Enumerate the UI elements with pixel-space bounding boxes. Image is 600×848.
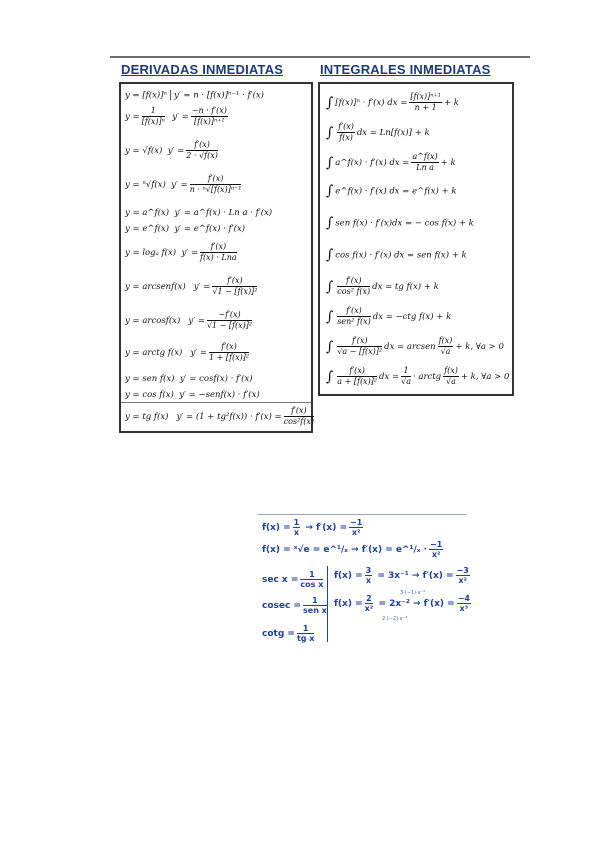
handwritten-line-cosec — [262, 596, 329, 615]
integral-row-exponential-e — [326, 183, 457, 199]
integral-sign-icon: ∫ — [326, 338, 334, 355]
fraction-denominator: x³ — [459, 604, 469, 613]
handwritten-line-two-over-x-squared — [334, 594, 473, 613]
derivative-function: y = arcsenf(x) — [125, 282, 186, 292]
derivative-result: y′ = −senf(x) · f′(x) — [179, 390, 260, 400]
handwritten-line-sec — [262, 570, 325, 589]
derivative-result: y′ = — [190, 348, 208, 358]
derivative-result: y′ = cosf(x) · f′(x) — [179, 374, 253, 384]
integral-sign-icon: ∫ — [326, 154, 334, 171]
integral-sign-icon: ∫ — [326, 308, 334, 325]
derivative-result: y′ = — [167, 146, 185, 156]
fraction-numerator: 2 — [366, 594, 372, 603]
derivative-function: y = [f(x)]ⁿ — [125, 90, 167, 101]
fraction-denominator: [f(x)]ⁿ — [141, 117, 165, 126]
fraction-denominator: sen x — [303, 606, 327, 615]
derivative-row-power — [125, 90, 264, 101]
fraction-numerator: −n · f′(x) — [191, 106, 227, 115]
derivative-function: y = arctg f(x) — [125, 348, 183, 358]
fraction-numerator: −1 — [430, 540, 443, 549]
handwritten-text: cosec = — [262, 601, 301, 611]
notes-top-rule — [258, 514, 466, 515]
fraction-denominator: √1 − [f(x)]² — [206, 321, 253, 330]
derivative-function: y = e^f(x) — [125, 224, 170, 234]
fraction-numerator: 1 — [293, 518, 300, 527]
handwritten-text: = 2x⁻² → f′(x) = — [378, 599, 455, 609]
integrals-heading: INTEGRALES INMEDIATAS — [320, 62, 491, 77]
fraction-denominator: 1 + [f(x)]² — [209, 353, 250, 362]
derivative-row-nth-root — [125, 174, 243, 195]
derivative-function: y = a^f(x) — [125, 208, 170, 218]
derivative-result: y′ = (1 + tg²f(x)) · f′(x) = — [176, 412, 282, 422]
fraction-numerator: f(x) — [438, 336, 453, 345]
fraction-denominator: 2 · √f(x) — [186, 151, 218, 160]
derivative-row-tangent — [121, 402, 314, 427]
top-rule — [110, 56, 530, 58]
fraction-denominator: x — [365, 576, 371, 585]
integrals-table — [318, 82, 514, 396]
derivative-function: y = √f(x) — [125, 146, 163, 156]
handwritten-text: f(x) = — [334, 599, 363, 609]
derivative-result: y′ = — [193, 282, 211, 292]
integral-expression: a^f(x) · f′(x) dx = — [335, 158, 410, 168]
fraction-denominator: sen² f(x) — [337, 317, 371, 326]
handwritten-text: = 3x⁻¹ → f′(x) = — [377, 571, 454, 581]
fraction-numerator: f(x) — [444, 366, 458, 375]
handwritten-note: 2·(−2)·x⁻³ — [382, 616, 408, 622]
derivative-row-arcsin — [125, 276, 259, 297]
fraction-numerator: −1 — [350, 518, 363, 527]
integral-row-cosine — [326, 247, 467, 263]
handwritten-text: f(x) = — [262, 523, 291, 533]
derivatives-table — [119, 82, 313, 433]
handwritten-text: → f′(x) = — [305, 523, 348, 533]
integral-expression-tail: dx = −ctg f(x) + k — [372, 312, 452, 322]
handwritten-text: sec x = — [262, 575, 299, 585]
integral-row-exponential-a — [326, 152, 456, 173]
fraction-denominator: √a — [440, 347, 451, 356]
separator — [170, 90, 171, 100]
fraction-denominator: √a — [446, 377, 456, 386]
fraction-denominator: x — [293, 528, 299, 537]
derivative-function: y = sen f(x) — [125, 374, 175, 384]
integral-expression-tail: + k — [443, 98, 459, 108]
fraction-denominator: n · ⁿ√[f(x)]ⁿ⁻¹ — [189, 185, 242, 194]
fraction-denominator: x² — [351, 528, 361, 537]
derivative-result: y′ = n · [f(x)]ⁿ⁻¹ · f′(x) — [173, 90, 264, 101]
fraction-denominator: √1 − [f(x)]² — [212, 287, 258, 296]
integral-expression-tail: dx = tg f(x) + k — [372, 282, 439, 292]
fraction-denominator: cos x — [300, 580, 324, 589]
derivative-function: y = — [125, 112, 140, 122]
fraction-numerator: f′(x) — [190, 174, 242, 185]
fraction-denominator: a + [f(x)]² — [337, 377, 378, 386]
integral-sign-icon: ∫ — [326, 124, 334, 141]
integral-sign-icon: ∫ — [326, 183, 334, 199]
integral-sign-icon: ∫ — [326, 368, 334, 385]
handwritten-text: cotg = — [262, 629, 295, 639]
fraction-numerator: f′(x) — [212, 276, 257, 287]
fraction-numerator: 1 — [297, 624, 315, 634]
fraction-denominator: tg x — [296, 634, 315, 643]
fraction-denominator: f(x) — [339, 133, 353, 142]
fraction-numerator: 1 — [303, 596, 327, 606]
integral-expression-tail: dx = — [379, 372, 400, 382]
fraction-denominator: x² — [431, 550, 441, 559]
derivative-function: y = arcosf(x) — [125, 316, 181, 326]
integral-row-power — [326, 92, 459, 113]
integral-expression: sen f(x) · f′(x)dx = − cos f(x) + k — [335, 218, 474, 229]
fraction-numerator: a^f(x) — [412, 152, 438, 161]
fraction-denominator: √a − [f(x)]² — [337, 347, 383, 356]
derivative-result: y′ = — [188, 316, 205, 326]
fraction-numerator: f′(x) — [186, 140, 218, 151]
fraction-numerator: 1 — [401, 366, 411, 377]
fraction-denominator: Ln a — [416, 163, 434, 172]
handwritten-text: f(x) = ˣ√e = e^¹/ₓ → f′(x) = e^¹/ₓ · — [262, 545, 428, 555]
fraction-denominator: cos² f(x) — [337, 287, 371, 296]
fraction-numerator: f′(x) — [337, 276, 370, 287]
fraction-numerator: 3 — [365, 566, 372, 575]
integral-row-arcsin — [326, 336, 504, 357]
fraction-numerator: f′(x) — [337, 366, 377, 377]
integral-row-csc-squared — [326, 306, 451, 327]
integral-sign-icon: ∫ — [326, 247, 334, 263]
derivative-row-arccos — [125, 310, 254, 331]
fraction-numerator: −f′(x) — [207, 310, 252, 321]
handwritten-line-reciprocal — [262, 518, 365, 537]
fraction-numerator: 1 — [300, 570, 323, 580]
integral-expression-tail: + k — [440, 158, 456, 168]
integral-row-arctan — [326, 366, 509, 387]
integral-expression-tail: dx = Ln[f(x)] + k — [356, 128, 430, 138]
integral-sign-icon: ∫ — [326, 215, 334, 231]
handwritten-line-cotg — [262, 624, 316, 643]
fraction-numerator: 1 — [142, 106, 165, 117]
integral-row-sine — [326, 215, 474, 231]
derivative-row-sqrt — [125, 140, 220, 161]
fraction-denominator: x² — [458, 576, 468, 585]
fraction-denominator: cos²f(x) — [283, 417, 314, 426]
derivative-result: y′ = — [171, 180, 188, 190]
fraction-numerator: f′(x) — [337, 336, 382, 347]
integral-sign-icon: ∫ — [326, 94, 334, 111]
derivative-row-reciprocal-power — [125, 106, 230, 127]
handwritten-line-root-e — [262, 540, 445, 559]
integral-expression-tail: + k, ∀a > 0 — [460, 372, 510, 382]
integral-expression: cos f(x) · f′(x) dx = sen f(x) + k — [335, 250, 467, 261]
fraction-numerator: f′(x) — [337, 306, 370, 317]
derivative-function: y = logₐ f(x) — [125, 248, 177, 258]
derivative-row-cosine — [125, 390, 260, 400]
handwritten-text: f(x) = — [334, 571, 363, 581]
fraction-denominator: n + 1 — [414, 103, 437, 112]
integral-expression-tail: · arctg — [412, 372, 442, 382]
integral-expression-tail: dx = arcsen — [384, 342, 436, 352]
derivatives-heading: DERIVADAS INMEDIATAS — [121, 62, 284, 77]
fraction-denominator: √a — [401, 377, 411, 386]
derivative-function: y = cos f(x) — [125, 390, 174, 400]
integral-expression: e^f(x) · f′(x) dx = e^f(x) + k — [335, 186, 457, 197]
fraction-numerator: −4 — [457, 594, 470, 603]
fraction-denominator: [f(x)]ⁿ⁺¹ — [194, 117, 225, 126]
integral-row-log — [326, 122, 430, 143]
derivative-row-arctan — [125, 342, 251, 363]
fraction-denominator: x² — [364, 604, 374, 613]
integral-sign-icon: ∫ — [326, 278, 334, 295]
derivative-result: y′ = — [181, 248, 199, 258]
integral-expression-tail: + k, ∀a > 0 — [455, 342, 504, 352]
derivative-row-sine — [125, 374, 253, 384]
derivative-result: y′ = a^f(x) · Ln a · f′(x) — [174, 208, 273, 218]
derivative-row-exponential-a — [125, 208, 272, 218]
fraction-denominator: f(x) · Lna — [200, 253, 237, 262]
fraction-numerator: f′(x) — [338, 122, 354, 131]
derivative-row-logarithm — [125, 242, 239, 263]
derivative-result: y′ = — [172, 112, 189, 122]
handwritten-line-three-over-x — [334, 566, 472, 585]
derivative-result: y′ = e^f(x) · f′(x) — [174, 224, 246, 234]
fraction-numerator: f′(x) — [284, 406, 314, 417]
derivative-function: y = tg f(x) — [125, 412, 169, 422]
fraction-numerator: [f(x)]ⁿ⁺¹ — [410, 92, 441, 101]
integral-expression: [f(x)]ⁿ · f′(x) dx = — [335, 98, 408, 108]
integral-row-sec-squared — [326, 276, 439, 297]
fraction-numerator: f′(x) — [209, 342, 249, 353]
handwritten-note: 3·(−1)·x⁻² — [400, 590, 426, 596]
fraction-numerator: −3 — [456, 566, 469, 575]
derivative-function: y = ⁿ√f(x) — [125, 180, 166, 190]
derivative-row-exponential-e — [125, 224, 245, 234]
fraction-numerator: f′(x) — [200, 242, 237, 253]
